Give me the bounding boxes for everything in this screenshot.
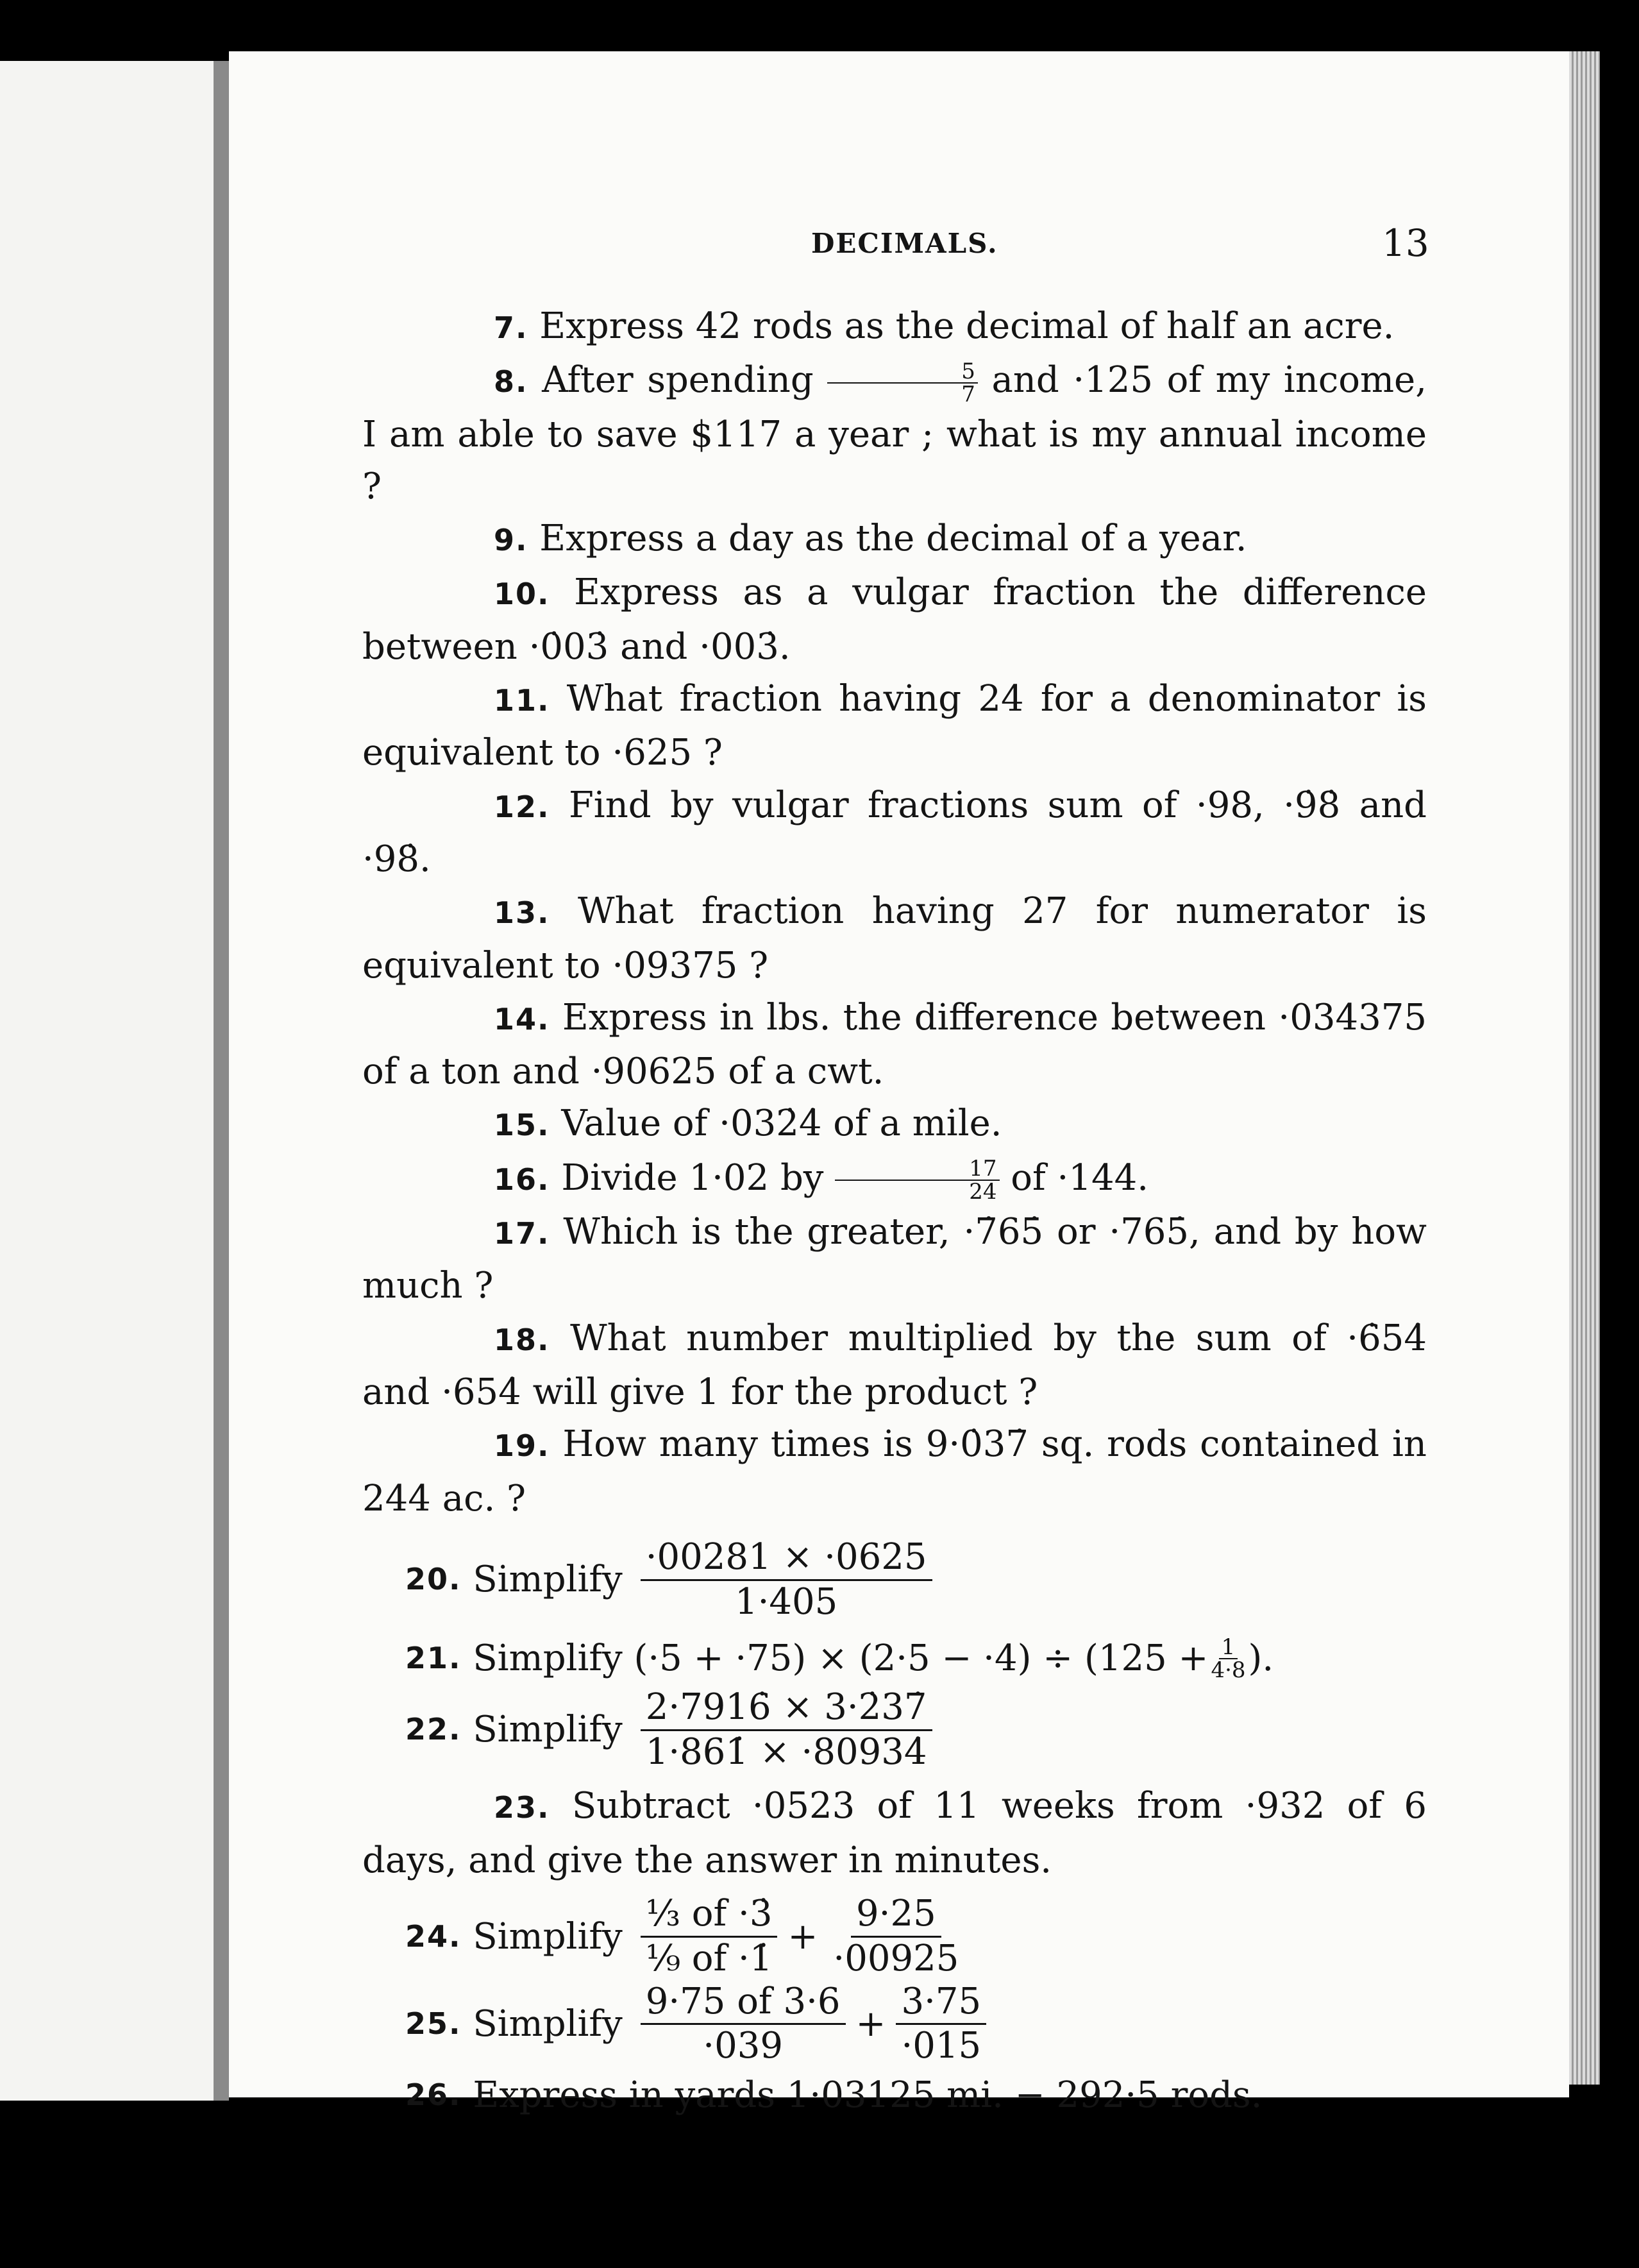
- exercise-number: 20.: [405, 1562, 462, 1597]
- exercise-text: Value of ·032̇4̇ of a mile.: [561, 1103, 1002, 1145]
- fraction-numerator: 9·25: [851, 1895, 941, 1938]
- exercise-9: [362, 512, 1427, 566]
- fraction-numerator: ⅓ of ·3̇: [641, 1895, 778, 1938]
- inline-fraction: [1208, 1634, 1248, 1684]
- exercise-number: 23.: [494, 1790, 550, 1825]
- exercise-20: [362, 1536, 1427, 1623]
- exercise-text: Subtract ·0523 of 11 weeks from ·932 of 6 days, and give the answer in minutes.: [362, 1785, 1427, 1881]
- fraction-denominator: 1·405: [734, 1580, 838, 1623]
- exercise-number: 19.: [494, 1428, 550, 1464]
- exercise-24: [362, 1892, 1427, 1979]
- plus-sign: +: [855, 2003, 886, 2045]
- plus-sign: +: [787, 1915, 818, 1958]
- fraction-denominator: 1·861̇ × ·80934̇: [645, 1731, 927, 1773]
- exercise-number: 22.: [405, 1712, 462, 1747]
- exercise-text: Simplify: [473, 1709, 623, 1751]
- exercise-text: Simplify: [473, 2003, 623, 2045]
- exercise-12: [362, 779, 1427, 886]
- fraction: [641, 1686, 932, 1773]
- exercise-18: [362, 1312, 1427, 1419]
- inline-fraction: [835, 1158, 999, 1203]
- exercise-number: 14.: [494, 1001, 550, 1037]
- facing-page: [0, 61, 221, 2101]
- exercise-text: Simplify: [473, 1559, 623, 1601]
- book-spine: [214, 61, 229, 2101]
- exercise-text: ).: [1248, 1638, 1274, 1680]
- fraction-denominator: 4·8: [1211, 1657, 1246, 1684]
- fraction-denominator: 24: [969, 1179, 997, 1205]
- exercise-13: [362, 885, 1427, 992]
- running-title: DECIMALS.: [811, 228, 998, 259]
- fraction-numerator: 9·75 of 3·6: [641, 1983, 846, 2026]
- exercise-number: 24.: [405, 1918, 462, 1954]
- fraction-denominator: 7: [961, 381, 975, 407]
- exercise-text: Which is the greater, ·7̇65̇ or ·765̇, and by how much ?: [362, 1211, 1427, 1307]
- exercise-7: [362, 300, 1427, 354]
- exercise-number: 15.: [494, 1108, 550, 1143]
- exercise-15: [362, 1097, 1427, 1151]
- fraction-numerator: 5: [827, 360, 978, 384]
- fraction-numerator: 3·75: [896, 1983, 986, 2026]
- exercise-number: 13.: [494, 895, 550, 931]
- exercise-list: [362, 300, 1427, 2121]
- exercise-10: [362, 566, 1427, 673]
- exercise-text: What fraction having 27 for numerator is equivalent to ·09375 ?: [362, 890, 1427, 986]
- exercise-number: 18.: [494, 1322, 550, 1357]
- fraction-denominator: ·00925: [833, 1937, 959, 1979]
- exercise-number: 7.: [494, 310, 528, 345]
- exercise-11: [362, 673, 1427, 779]
- exercise-number: 17.: [494, 1216, 550, 1251]
- exercise-23: [362, 1780, 1427, 1886]
- exercise-text: What number multiplied by the sum of ·6̇54̇ and ·654̇ will give 1 for the product ?: [362, 1317, 1427, 1413]
- exercise-text: and ·125 of my income, I am able to save $117 a year ; what is my annual income ?: [362, 359, 1427, 507]
- exercise-25: [362, 1980, 1427, 2067]
- exercise-text: Find by vulgar fractions sum of ·98, ·9̇8̇ and ·98̇.: [362, 784, 1427, 880]
- fraction: [641, 1980, 846, 2067]
- exercise-text: Divide 1·02 by: [561, 1156, 836, 1199]
- exercise-text: Express as a vulgar fraction the difference between ·0̇03̇ and ·003̇.: [362, 571, 1427, 668]
- exercise-number: 21.: [405, 1641, 462, 1676]
- page-number: 13: [1382, 221, 1429, 265]
- exercise-26: [362, 2069, 1427, 2121]
- exercise-text: Express 42 rods as the decimal of half an acre.: [539, 305, 1395, 347]
- inline-fraction: [827, 360, 978, 405]
- exercise-text: Express a day as the decimal of a year.: [539, 518, 1247, 560]
- exercise-16: [362, 1152, 1427, 1206]
- exercise-number: 16.: [494, 1162, 550, 1197]
- exercise-text: After spending: [542, 359, 828, 402]
- fraction-numerator: 1: [1219, 1636, 1238, 1659]
- fraction-numerator: 17: [835, 1158, 999, 1181]
- exercise-text: How many times is 9·0̇37̇ sq. rods contained in 244 ac. ?: [362, 1423, 1427, 1519]
- fraction: [828, 1892, 964, 1979]
- exercise-number: 11.: [494, 683, 550, 718]
- page-edges: [1569, 51, 1600, 2085]
- exercise-number: 12.: [494, 789, 550, 824]
- fraction-numerator: ·00281 × ·0625: [641, 1539, 932, 1581]
- fraction-numerator: 2·7916̇ × 3·2̇37̇: [641, 1689, 932, 1731]
- exercise-text: Simplify: [473, 1915, 623, 1958]
- fraction: [896, 1980, 986, 2067]
- exercise-text: Simplify (·5 + ·75) × (2·5 − ·4) ÷ (125 +: [473, 1638, 1209, 1680]
- exercise-number: 8.: [494, 364, 528, 400]
- exercise-text: What fraction having 24 for a denominator is equivalent to ·625 ?: [362, 678, 1427, 774]
- fraction-denominator: ⅑ of ·1̇: [645, 1937, 773, 1979]
- exercise-22: [362, 1686, 1427, 1773]
- exercise-text: Express in lbs. the difference between ·034375 of a ton and ·90625 of a cwt.: [362, 996, 1427, 1093]
- exercise-text: of ·144.: [999, 1156, 1149, 1199]
- exercise-number: 10.: [494, 577, 550, 612]
- exercise-number: 9.: [494, 523, 528, 558]
- exercise-17: [362, 1206, 1427, 1312]
- exercise-14: [362, 992, 1427, 1098]
- fraction: [641, 1536, 932, 1623]
- fraction-denominator: ·015: [901, 2025, 982, 2067]
- exercise-text: Express in yards 1·03125 mi. − 292·5 rods.: [473, 2074, 1263, 2117]
- exercise-number: 25.: [405, 2006, 462, 2042]
- exercise-19: [362, 1418, 1427, 1525]
- exercise-21: [362, 1632, 1427, 1684]
- exercise-8: [362, 354, 1427, 512]
- fraction: [641, 1892, 778, 1979]
- exercise-number: 26.: [405, 2078, 462, 2113]
- fraction-denominator: ·039: [703, 2025, 783, 2067]
